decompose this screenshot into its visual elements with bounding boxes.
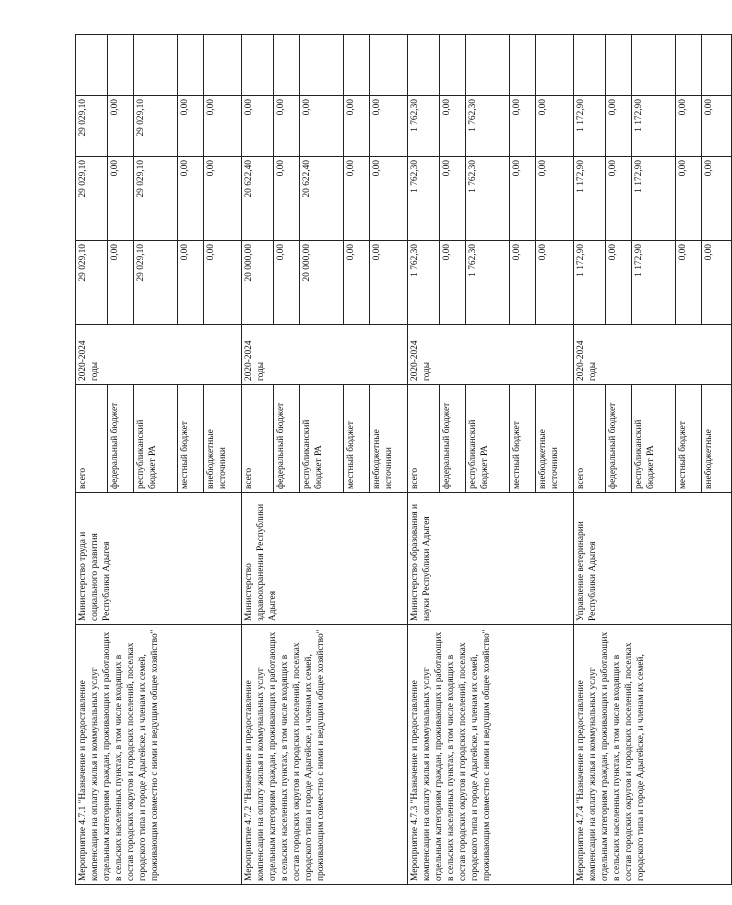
- measure-cell: Мероприятие 4.7.2 "Назначение и предоставление компенсации на оплату жилья и коммунальных услуг отдельным категориям граждан, проживающих и работающих в сельских населенных пунктах, в том числе входящих в состав городских округов и городских поселений, поселках городского типа и городе Адыгейске, и членам их семей, проживающим совместно с ними и ведущим общее хозяйство": [242, 625, 408, 885]
- amount-cell-2: 20 622,40: [242, 157, 274, 241]
- amount-cell-3: 0,00: [536, 96, 574, 157]
- funding-source-cell: республиканский бюджет РА: [466, 385, 510, 493]
- funding-source-cell: федеральный бюджет: [108, 385, 134, 493]
- funding-source-cell: внебюджетные источники: [536, 385, 574, 493]
- measure-cell: Мероприятие 4.7.3 "Назначение и предоставление компенсации на оплату жилья и коммунальных услуг отдельным категориям граждан, проживающих и работающих в сельских населенных пунктах, в том числе входящих в состав городских округов и городских поселений, поселках городского типа и городе Адыгейске, и членам их семей, проживающим совместно с ними и ведущим общее хозяйство": [408, 625, 574, 885]
- amount-cell-1: 0,00: [344, 241, 370, 325]
- executor-cell: Министерство здравоохранения Республики Адыгея: [242, 493, 408, 625]
- amount-cell-3: 0,00: [440, 96, 466, 157]
- amount-cell-1: 29 029,10: [76, 241, 108, 325]
- empty-cell: [178, 35, 204, 96]
- period-cell: 2020-2024 годы: [574, 325, 732, 385]
- funding-source-cell: внебюджетные источники: [370, 385, 408, 493]
- amount-cell-3: 29 029,10: [134, 96, 178, 157]
- amount-cell-3: 0,00: [108, 96, 134, 157]
- amount-cell-2: 0,00: [108, 157, 134, 241]
- empty-cell: [702, 35, 732, 96]
- empty-cell: [108, 35, 134, 96]
- amount-cell-3: 0,00: [702, 96, 732, 157]
- funding-source-cell: всего: [408, 385, 440, 493]
- amount-cell-2: 0,00: [510, 157, 536, 241]
- amount-cell-1: 0,00: [274, 241, 300, 325]
- funding-source-cell: республиканский бюджет РА: [134, 385, 178, 493]
- amount-cell-3: 0,00: [510, 96, 536, 157]
- funding-source-cell: местный бюджет: [510, 385, 536, 493]
- funding-source-cell: федеральный бюджет: [440, 385, 466, 493]
- empty-cell: [440, 35, 466, 96]
- funding-source-cell: республиканский бюджет РА: [300, 385, 344, 493]
- funding-source-cell: местный бюджет: [344, 385, 370, 493]
- amount-cell-2: 0,00: [370, 157, 408, 241]
- amount-cell-2: 0,00: [344, 157, 370, 241]
- table-row: [76, 35, 108, 885]
- amount-cell-2: 20 622,40: [300, 157, 344, 241]
- empty-cell: [300, 35, 344, 96]
- amount-cell-2: 0,00: [702, 157, 732, 241]
- amount-cell-3: 0,00: [204, 96, 242, 157]
- amount-cell-1: 20 000,00: [242, 241, 274, 325]
- amount-cell-2: 0,00: [274, 157, 300, 241]
- funding-source-cell: федеральный бюджет: [274, 385, 300, 493]
- amount-cell-2: 1 762,30: [466, 157, 510, 241]
- amount-cell-2: 0,00: [536, 157, 574, 241]
- empty-cell: [204, 35, 242, 96]
- period-cell: 2020-2024 годы: [242, 325, 408, 385]
- amount-cell-1: 0,00: [178, 241, 204, 325]
- amount-cell-3: 0,00: [606, 96, 632, 157]
- funding-source-cell: всего: [574, 385, 606, 493]
- empty-cell: [510, 35, 536, 96]
- amount-cell-1: 1 762,30: [408, 241, 440, 325]
- table-row: [408, 35, 440, 885]
- amount-cell-3: 1 762,30: [466, 96, 510, 157]
- executor-cell: Министерство образования и науки Республики Адыгея: [408, 493, 574, 625]
- amount-cell-3: 0,00: [274, 96, 300, 157]
- amount-cell-1: 1 762,30: [466, 241, 510, 325]
- amount-cell-2: 0,00: [606, 157, 632, 241]
- measure-cell: Мероприятие 4.7.1 "Назначение и предоставление компенсации на оплату жилья и коммунальных услуг отдельным категориям граждан, проживающих и работающих в сельских населенных пунктах, в том числе входящих в состав городских округов и городских поселений, поселках городского типа и городе Адыгейске, и членам их семей, проживающим совместно с ними и ведущим общее хозяйство": [76, 625, 242, 885]
- empty-cell: [676, 35, 702, 96]
- period-cell: 2020-2024 годы: [76, 325, 242, 385]
- amount-cell-3: 0,00: [370, 96, 408, 157]
- amount-cell-1: 0,00: [676, 241, 702, 325]
- amount-cell-1: 20 000,00: [300, 241, 344, 325]
- amount-cell-1: 29 029,10: [134, 241, 178, 325]
- funding-source-cell: всего: [76, 385, 108, 493]
- empty-cell: [632, 35, 676, 96]
- empty-cell: [76, 35, 108, 96]
- amount-cell-1: 0,00: [702, 241, 732, 325]
- amount-cell-1: 0,00: [370, 241, 408, 325]
- amount-cell-3: 29 029,10: [76, 96, 108, 157]
- table-row: [574, 35, 606, 885]
- executor-cell: Управление ветеринарии Республики Адыгея: [574, 493, 732, 625]
- amount-cell-3: 1 762,30: [408, 96, 440, 157]
- empty-cell: [408, 35, 440, 96]
- funding-source-cell: федеральный бюджет: [606, 385, 632, 493]
- funding-source-cell: республиканский бюджет РА: [632, 385, 676, 493]
- amount-cell-1: 0,00: [606, 241, 632, 325]
- amount-cell-2: 1 172,90: [632, 157, 676, 241]
- amount-cell-1: 0,00: [204, 241, 242, 325]
- funding-table: [75, 34, 732, 885]
- amount-cell-3: 0,00: [242, 96, 274, 157]
- amount-cell-3: 0,00: [676, 96, 702, 157]
- amount-cell-1: 0,00: [536, 241, 574, 325]
- empty-cell: [274, 35, 300, 96]
- amount-cell-1: 0,00: [440, 241, 466, 325]
- amount-cell-1: 0,00: [108, 241, 134, 325]
- empty-cell: [536, 35, 574, 96]
- funding-source-cell: местный бюджет: [676, 385, 702, 493]
- amount-cell-1: 1 172,90: [574, 241, 606, 325]
- period-cell: 2020-2024 годы: [408, 325, 574, 385]
- funding-table-body: [76, 35, 732, 885]
- funding-source-cell: внебюджетные источники: [204, 385, 242, 493]
- empty-cell: [606, 35, 632, 96]
- amount-cell-3: 0,00: [344, 96, 370, 157]
- amount-cell-2: 1 172,90: [574, 157, 606, 241]
- empty-cell: [370, 35, 408, 96]
- amount-cell-2: 0,00: [178, 157, 204, 241]
- funding-source-cell: внебюджетные: [702, 385, 732, 493]
- amount-cell-2: 1 762,30: [408, 157, 440, 241]
- empty-cell: [344, 35, 370, 96]
- table-row: [242, 35, 274, 885]
- executor-cell: Министерство труда и социального развития Республики Адыгея: [76, 493, 242, 625]
- funding-source-cell: местный бюджет: [178, 385, 204, 493]
- amount-cell-3: 0,00: [178, 96, 204, 157]
- empty-cell: [242, 35, 274, 96]
- amount-cell-3: 0,00: [300, 96, 344, 157]
- empty-cell: [466, 35, 510, 96]
- amount-cell-1: 0,00: [510, 241, 536, 325]
- amount-cell-2: 0,00: [204, 157, 242, 241]
- funding-source-cell: всего: [242, 385, 274, 493]
- amount-cell-3: 1 172,90: [632, 96, 676, 157]
- amount-cell-2: 0,00: [676, 157, 702, 241]
- measure-cell: Мероприятие 4.7.4 "Назначение и предоставление компенсации на оплату жилья и коммунальных услуг отдельным категориям граждан, проживающих и работающих в сельских населенных пунктах, в том числе входящих в состав городских округов и городских поселений, поселках городского типа и городе Адыгейске, и членам их семей,: [574, 625, 732, 885]
- amount-cell-3: 1 172,90: [574, 96, 606, 157]
- rotated-table-wrapper: [75, 35, 714, 885]
- amount-cell-2: 29 029,10: [134, 157, 178, 241]
- empty-cell: [574, 35, 606, 96]
- amount-cell-1: 1 172,90: [632, 241, 676, 325]
- empty-cell: [134, 35, 178, 96]
- amount-cell-2: 29 029,10: [76, 157, 108, 241]
- amount-cell-2: 0,00: [440, 157, 466, 241]
